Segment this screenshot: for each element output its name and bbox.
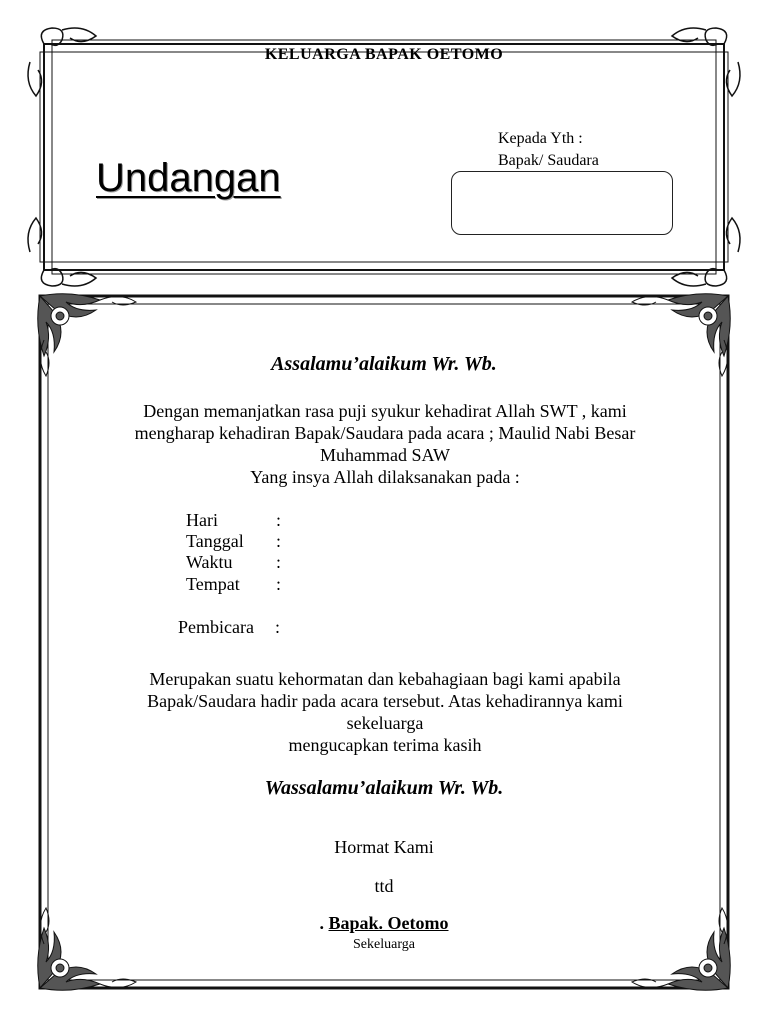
- recipient-line-2: Bapak/ Saudara: [498, 152, 599, 169]
- signer-subtitle: Sekeluarga: [353, 937, 415, 952]
- family-name: KELUARGA BAPAK OETOMO: [264, 46, 504, 63]
- intro-line: Yang insya Allah dilaksanakan pada :: [250, 467, 520, 487]
- signature-line: [0, 913, 768, 934]
- detail-row-waktu: [186, 551, 281, 573]
- recipient-label: [498, 128, 599, 172]
- body-line: sekeluarga: [346, 713, 424, 733]
- opening-greeting: Assalamu’alaikum Wr. Wb.: [271, 353, 497, 375]
- intro-line: Dengan memanjatkan rasa puji syukur kehadirat Allah SWT , kami: [143, 401, 627, 421]
- ttd-text: ttd: [374, 876, 394, 896]
- body-paragraph: [80, 668, 690, 756]
- intro-paragraph: [80, 400, 690, 488]
- body-line: mengucapkan terima kasih: [288, 735, 482, 755]
- speaker-separator: :: [274, 617, 280, 637]
- detail-label: Tempat: [186, 574, 240, 594]
- detail-separator: :: [276, 552, 282, 572]
- body-line: Bapak/Saudara hadir pada acara tersebut. Atas kehadirannya kami: [147, 691, 623, 711]
- speaker-label: Pembicara: [178, 617, 254, 637]
- signature-prefix: .: [319, 913, 324, 933]
- detail-row-tanggal: [186, 530, 281, 552]
- signer-name: Bapak. Oetomo: [328, 913, 449, 933]
- body-line: Merupakan suatu kehormatan dan kebahagiaan bagi kami apabila: [149, 669, 621, 689]
- detail-row-tempat: [186, 573, 281, 595]
- speaker-row: [178, 616, 280, 638]
- detail-separator: :: [276, 531, 282, 551]
- regards-text: Hormat Kami: [334, 837, 434, 857]
- detail-separator: :: [276, 510, 282, 530]
- detail-separator: :: [276, 574, 282, 594]
- closing-greeting: Wassalamu’alaikum Wr. Wb.: [264, 777, 504, 799]
- detail-label: Tanggal: [186, 531, 244, 551]
- address-box: [451, 171, 673, 235]
- intro-line: Muhammad SAW: [319, 445, 451, 465]
- detail-label: Waktu: [186, 552, 233, 572]
- intro-line: mengharap kehadiran Bapak/Saudara pada acara ; Maulid Nabi Besar: [134, 423, 636, 443]
- recipient-line-1: Kepada Yth :: [498, 130, 583, 147]
- detail-row-hari: [186, 509, 281, 531]
- detail-label: Hari: [186, 510, 218, 530]
- invitation-title: Undangan: [96, 156, 281, 200]
